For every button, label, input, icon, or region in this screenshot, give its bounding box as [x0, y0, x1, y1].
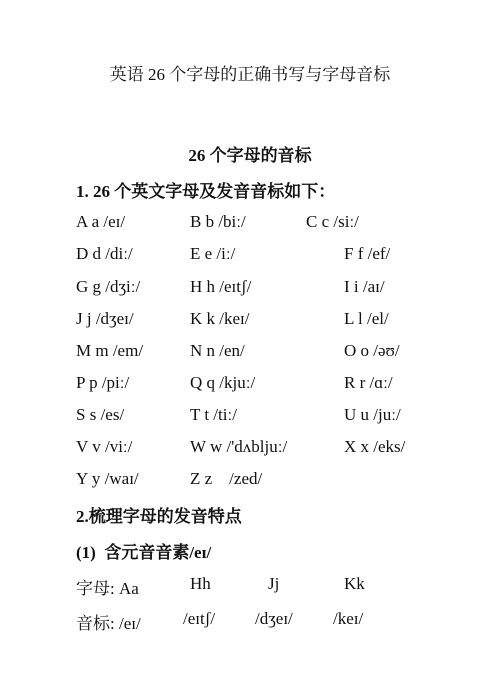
example-cell: /keɪ/: [333, 609, 364, 628]
letter-cell: D d /diː/: [76, 244, 133, 263]
letter-cell: S s /es/: [76, 405, 125, 424]
letter-cell: X x /eks/: [344, 437, 406, 456]
letter-cell: G g /dʒiː/: [76, 277, 141, 296]
document-title: 英语 26 个字母的正确书写与字母音标: [109, 65, 391, 84]
letter-cell: H h /eɪtʃ/: [190, 277, 252, 296]
letter-cell: M m /em/: [76, 341, 144, 360]
example-cell: Jj: [268, 574, 280, 593]
letter-cell: Q q /kjuː/: [190, 373, 256, 392]
letter-cell: T t /tiː/: [190, 405, 237, 424]
letter-cell: F f /ef/: [344, 244, 391, 263]
letter-cell: B b /biː/: [190, 212, 246, 231]
letter-cell: I i /aɪ/: [344, 277, 385, 296]
section-title: 26 个字母的音标: [188, 146, 312, 165]
heading-letter-features: 2.梳理字母的发音特点: [76, 507, 242, 526]
letter-cell: A a /eɪ/: [76, 212, 126, 231]
heading-alphabet-phonetics: 1. 26 个英文字母及发音音标如下：: [76, 182, 336, 201]
letter-cell: R r /ɑː/: [344, 373, 393, 392]
letter-cell: K k /keɪ/: [190, 309, 250, 328]
example-cell: /dʒeɪ/: [255, 609, 293, 628]
subheading-vowel-ei: (1) 含元音音素/eɪ/: [76, 543, 212, 562]
example-cell: 字母: Aa: [76, 579, 139, 598]
example-cell: Hh: [190, 574, 211, 593]
letter-cell: L l /el/: [344, 309, 389, 328]
letter-cell: W w /'dʌbljuː/: [190, 437, 288, 456]
letter-cell: J j /dʒeɪ/: [76, 309, 134, 328]
letter-cell: E e /iː/: [190, 244, 236, 263]
letter-cell: C c /siː/: [306, 212, 359, 231]
letter-cell: V v /viː/: [76, 437, 133, 456]
letter-cell: O o /əʊ/: [344, 341, 400, 360]
letter-cell: Z z /zed/: [190, 469, 263, 488]
letter-cell: U u /juː/: [344, 405, 401, 424]
letter-cell: N n /en/: [190, 341, 245, 360]
example-cell: Kk: [344, 574, 365, 593]
letter-cell: P p /piː/: [76, 373, 130, 392]
letter-cell: Y y /waɪ/: [76, 469, 139, 488]
example-cell: 音标: /eɪ/: [76, 614, 141, 633]
example-cell: /eɪtʃ/: [183, 609, 216, 628]
